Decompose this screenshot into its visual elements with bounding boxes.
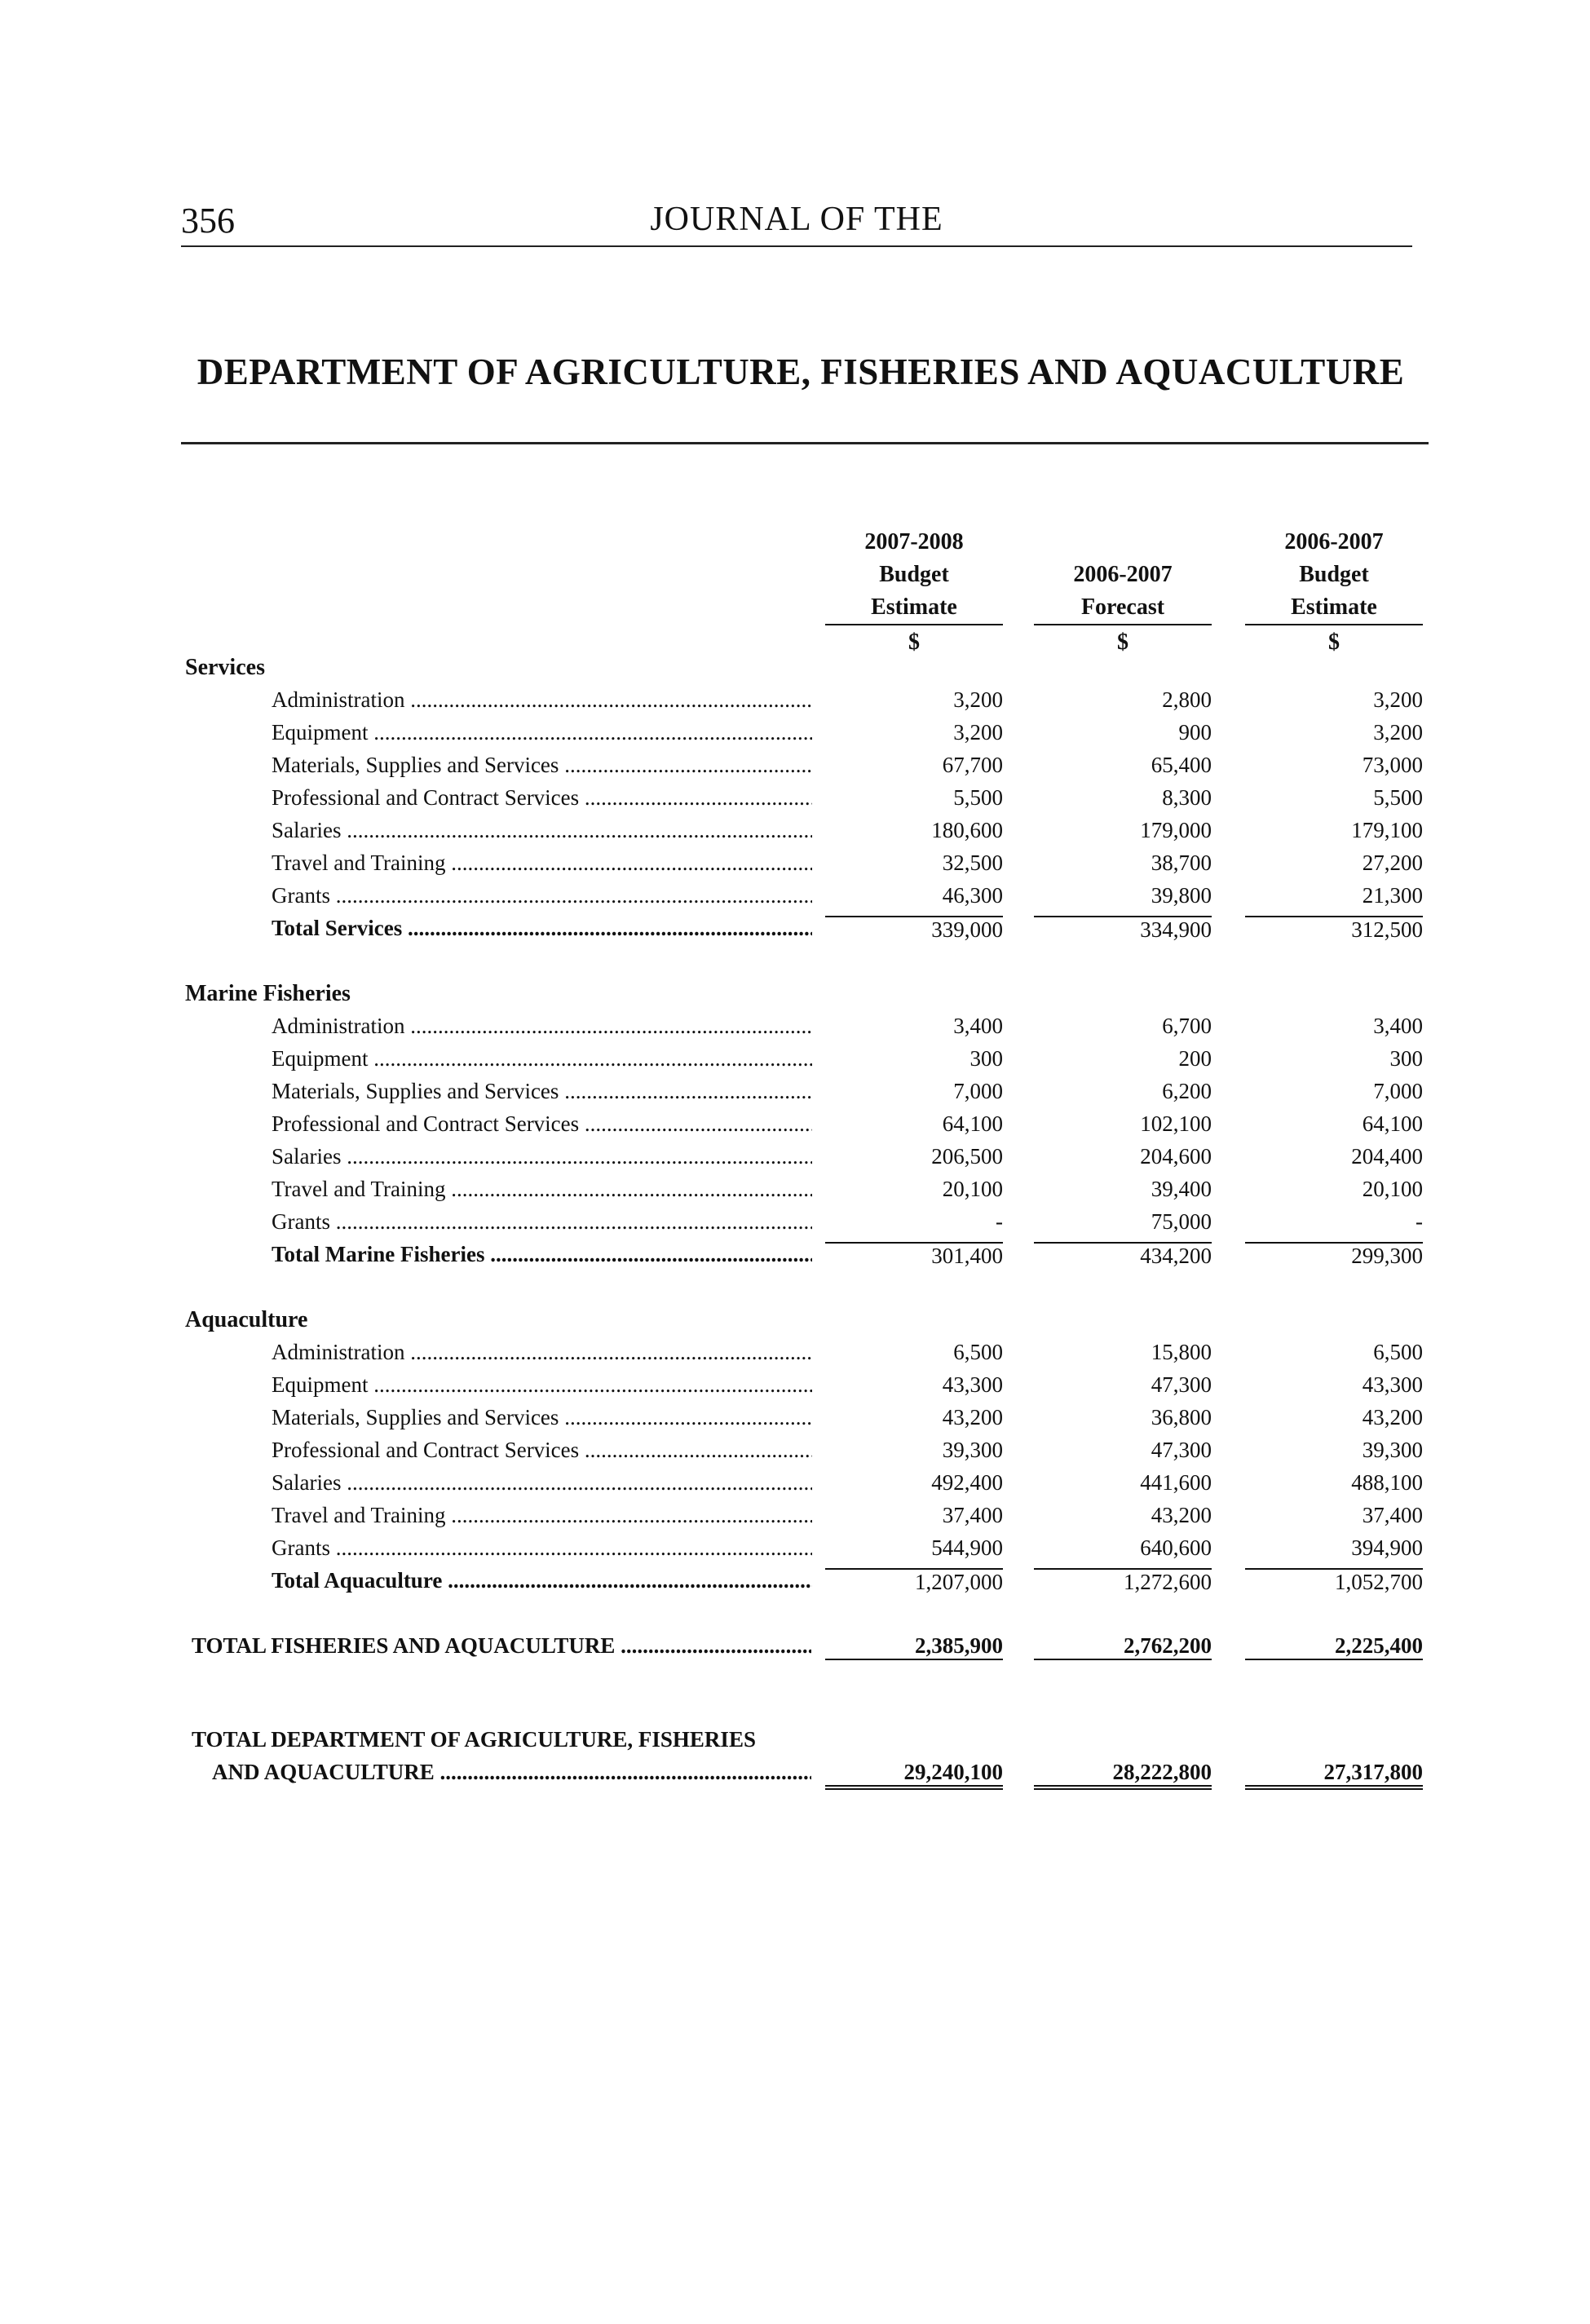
row-label: TOTAL FISHERIES AND AQUACULTURE ..... bbox=[192, 1633, 811, 1659]
row-label: Professional and Contract Services ..... bbox=[272, 1111, 812, 1137]
value-2006-2007-budget: 73,000 bbox=[1362, 753, 1423, 777]
value-2006-2007-forecast: 441,600 bbox=[1140, 1470, 1212, 1495]
table-row bbox=[0, 1144, 1590, 1177]
value-2006-2007-forecast: 6,700 bbox=[1162, 1014, 1212, 1038]
total-row-marine-fisheries bbox=[0, 1242, 1590, 1275]
value-2006-2007-budget: 3,200 bbox=[1373, 687, 1423, 712]
value-2007-2008-budget: 2,385,900 bbox=[825, 1633, 1003, 1660]
grand-total-row bbox=[0, 1760, 1590, 1792]
value-2006-2007-forecast: 204,600 bbox=[1140, 1144, 1212, 1169]
value-2006-2007-budget: 488,100 bbox=[1351, 1470, 1423, 1495]
value-2007-2008-budget: 6,500 bbox=[953, 1340, 1003, 1364]
column-heading-line: 2007-2008 bbox=[864, 529, 964, 554]
value-2006-2007-forecast: 900 bbox=[1178, 720, 1212, 744]
value-2006-2007-forecast: 15,800 bbox=[1151, 1340, 1212, 1364]
value-2006-2007-budget: 27,317,800 bbox=[1245, 1760, 1423, 1790]
value-2007-2008-budget: 3,400 bbox=[953, 1014, 1003, 1038]
value-2006-2007-forecast: 47,300 bbox=[1151, 1372, 1212, 1397]
row-label: Administration ..... bbox=[272, 1014, 812, 1039]
table-row bbox=[0, 1405, 1590, 1438]
row-label: Salaries ..... bbox=[272, 1144, 812, 1169]
value-2006-2007-forecast: 8,300 bbox=[1162, 785, 1212, 810]
table-row bbox=[0, 1470, 1590, 1503]
value-2007-2008-budget: 37,400 bbox=[942, 1503, 1003, 1527]
table-row bbox=[0, 720, 1590, 753]
table-row bbox=[0, 687, 1590, 720]
page-header bbox=[181, 200, 1412, 247]
row-label: Administration ..... bbox=[272, 687, 812, 713]
value-2007-2008-budget: 301,400 bbox=[825, 1242, 1003, 1269]
value-2006-2007-budget: 204,400 bbox=[1351, 1144, 1423, 1169]
value-2006-2007-forecast: 38,700 bbox=[1151, 851, 1212, 875]
grand-total-label-line1: TOTAL DEPARTMENT OF AGRICULTURE, FISHERIES bbox=[192, 1727, 756, 1752]
value-2007-2008-budget: - bbox=[996, 1209, 1003, 1234]
value-2006-2007-budget: 299,300 bbox=[1245, 1242, 1423, 1269]
value-2007-2008-budget: 3,200 bbox=[953, 720, 1003, 744]
value-2007-2008-budget: 1,207,000 bbox=[825, 1568, 1003, 1595]
value-2006-2007-forecast: 2,800 bbox=[1162, 687, 1212, 712]
table-row bbox=[0, 1111, 1590, 1144]
column-heading-budget-2007-2008 bbox=[825, 526, 1003, 660]
row-label: Administration ..... bbox=[272, 1340, 812, 1365]
column-unit: $ bbox=[1328, 630, 1340, 655]
value-2007-2008-budget: 43,300 bbox=[942, 1372, 1003, 1397]
value-2006-2007-budget: 21,300 bbox=[1362, 883, 1423, 908]
value-2007-2008-budget: 43,200 bbox=[942, 1405, 1003, 1429]
column-unit: $ bbox=[1117, 630, 1128, 655]
row-label: Professional and Contract Services ..... bbox=[272, 785, 812, 811]
table-row bbox=[0, 1340, 1590, 1372]
value-2006-2007-forecast: 39,800 bbox=[1151, 883, 1212, 908]
table-row bbox=[0, 1535, 1590, 1568]
value-2006-2007-forecast: 179,000 bbox=[1140, 818, 1212, 842]
table-row bbox=[0, 851, 1590, 883]
table-row bbox=[0, 818, 1590, 851]
value-2006-2007-forecast: 47,300 bbox=[1151, 1438, 1212, 1462]
value-2007-2008-budget: 29,240,100 bbox=[825, 1760, 1003, 1790]
column-heading-line: Estimate bbox=[825, 591, 1003, 625]
value-2006-2007-forecast: 65,400 bbox=[1151, 753, 1212, 777]
value-2007-2008-budget: 67,700 bbox=[942, 753, 1003, 777]
row-label: Equipment ..... bbox=[272, 720, 812, 745]
value-2006-2007-forecast: 640,600 bbox=[1140, 1535, 1212, 1560]
value-2007-2008-budget: 64,100 bbox=[942, 1111, 1003, 1136]
value-2006-2007-budget: 7,000 bbox=[1373, 1079, 1423, 1103]
column-heading-line: 2006-2007 bbox=[1284, 529, 1384, 554]
value-2007-2008-budget: 7,000 bbox=[953, 1079, 1003, 1103]
value-2006-2007-forecast: 1,272,600 bbox=[1034, 1568, 1212, 1595]
row-label: Total Marine Fisheries ..... bbox=[272, 1242, 812, 1267]
row-label: Travel and Training ..... bbox=[272, 1177, 812, 1202]
value-2006-2007-budget: 3,400 bbox=[1373, 1014, 1423, 1038]
value-2007-2008-budget: 32,500 bbox=[942, 851, 1003, 875]
value-2006-2007-budget: 43,200 bbox=[1362, 1405, 1423, 1429]
table-row bbox=[0, 1372, 1590, 1405]
column-heading-line: Budget bbox=[879, 562, 949, 587]
page-number: 356 bbox=[181, 201, 235, 241]
value-2006-2007-budget: 179,100 bbox=[1351, 818, 1423, 842]
total-row-services bbox=[0, 916, 1590, 948]
row-label: Travel and Training ..... bbox=[272, 1503, 812, 1528]
column-heading-line bbox=[1120, 529, 1126, 554]
row-label: Salaries ..... bbox=[272, 1470, 812, 1496]
row-label: Salaries ..... bbox=[272, 818, 812, 843]
value-2006-2007-forecast: 2,762,200 bbox=[1034, 1633, 1212, 1660]
row-label: Materials, Supplies and Services ..... bbox=[272, 1405, 812, 1430]
value-2007-2008-budget: 544,900 bbox=[931, 1535, 1003, 1560]
section-heading-marine-fisheries: Marine Fisheries bbox=[185, 981, 351, 1006]
value-2006-2007-budget: 394,900 bbox=[1351, 1535, 1423, 1560]
value-2006-2007-budget: 5,500 bbox=[1373, 785, 1423, 810]
column-unit: $ bbox=[908, 630, 920, 655]
value-2007-2008-budget: 206,500 bbox=[931, 1144, 1003, 1169]
column-heading-budget-2006-2007 bbox=[1245, 526, 1423, 660]
row-label: Total Aquaculture ..... bbox=[272, 1568, 812, 1593]
value-2006-2007-forecast: 43,200 bbox=[1151, 1503, 1212, 1527]
running-title: JOURNAL OF THE bbox=[650, 201, 943, 238]
row-label: Equipment ..... bbox=[272, 1046, 812, 1071]
value-2007-2008-budget: 5,500 bbox=[953, 785, 1003, 810]
value-2006-2007-budget: 6,500 bbox=[1373, 1340, 1423, 1364]
table-row bbox=[0, 1209, 1590, 1242]
value-2007-2008-budget: 300 bbox=[969, 1046, 1003, 1071]
value-2006-2007-budget: 312,500 bbox=[1245, 916, 1423, 943]
value-2006-2007-forecast: 6,200 bbox=[1162, 1079, 1212, 1103]
value-2006-2007-forecast: 334,900 bbox=[1034, 916, 1212, 943]
column-heading-line: Budget bbox=[1299, 562, 1369, 587]
row-label: Materials, Supplies and Services ..... bbox=[272, 1079, 812, 1104]
column-heading-line: Estimate bbox=[1245, 591, 1423, 625]
value-2006-2007-budget: 37,400 bbox=[1362, 1503, 1423, 1527]
row-label: AND AQUACULTURE ..... bbox=[212, 1760, 811, 1785]
value-2006-2007-budget: 64,100 bbox=[1362, 1111, 1423, 1136]
value-2006-2007-budget: 1,052,700 bbox=[1245, 1568, 1423, 1595]
row-label: Total Services ..... bbox=[272, 916, 812, 941]
value-2006-2007-forecast: 200 bbox=[1178, 1046, 1212, 1071]
title-rule bbox=[181, 442, 1429, 444]
section-heading-services: Services bbox=[185, 655, 265, 680]
value-2006-2007-budget: 43,300 bbox=[1362, 1372, 1423, 1397]
value-2007-2008-budget: 20,100 bbox=[942, 1177, 1003, 1201]
value-2007-2008-budget: 492,400 bbox=[931, 1470, 1003, 1495]
table-row bbox=[0, 1177, 1590, 1209]
row-label: Grants ..... bbox=[272, 1535, 812, 1561]
table-row bbox=[0, 1079, 1590, 1111]
value-2006-2007-budget: 27,200 bbox=[1362, 851, 1423, 875]
row-label: Materials, Supplies and Services ..... bbox=[272, 753, 812, 778]
row-label: Equipment ..... bbox=[272, 1372, 812, 1398]
value-2006-2007-forecast: 75,000 bbox=[1151, 1209, 1212, 1234]
value-2007-2008-budget: 339,000 bbox=[825, 916, 1003, 943]
column-heading-forecast-2006-2007 bbox=[1034, 526, 1212, 660]
table-row bbox=[0, 753, 1590, 785]
column-heading-line: 2006-2007 bbox=[1073, 562, 1173, 587]
value-2006-2007-forecast: 36,800 bbox=[1151, 1405, 1212, 1429]
page-title: DEPARTMENT OF AGRICULTURE, FISHERIES AND AQUACULTURE bbox=[197, 351, 1405, 392]
total-row-aquaculture bbox=[0, 1568, 1590, 1601]
value-2007-2008-budget: 180,600 bbox=[931, 818, 1003, 842]
row-label: Travel and Training ..... bbox=[272, 851, 812, 876]
table-row bbox=[0, 883, 1590, 916]
table-row bbox=[0, 1046, 1590, 1079]
value-2006-2007-forecast: 39,400 bbox=[1151, 1177, 1212, 1201]
section-heading-aquaculture: Aquaculture bbox=[185, 1307, 308, 1332]
value-2006-2007-budget: 39,300 bbox=[1362, 1438, 1423, 1462]
row-label: Professional and Contract Services ..... bbox=[272, 1438, 812, 1463]
row-label: Grants ..... bbox=[272, 883, 812, 908]
row-label: Grants ..... bbox=[272, 1209, 812, 1235]
table-row bbox=[0, 1438, 1590, 1470]
table-row bbox=[0, 1503, 1590, 1535]
value-2006-2007-budget: 20,100 bbox=[1362, 1177, 1423, 1201]
table-row bbox=[0, 1014, 1590, 1046]
value-2007-2008-budget: 46,300 bbox=[942, 883, 1003, 908]
value-2006-2007-forecast: 28,222,800 bbox=[1034, 1760, 1212, 1790]
table-row bbox=[0, 785, 1590, 818]
value-2007-2008-budget: 3,200 bbox=[953, 687, 1003, 712]
value-2006-2007-budget: 2,225,400 bbox=[1245, 1633, 1423, 1660]
column-heading-line: Forecast bbox=[1034, 591, 1212, 625]
total-fisheries-aquaculture-row bbox=[0, 1633, 1590, 1666]
value-2006-2007-budget: 300 bbox=[1389, 1046, 1423, 1071]
value-2006-2007-forecast: 434,200 bbox=[1034, 1242, 1212, 1269]
value-2007-2008-budget: 39,300 bbox=[942, 1438, 1003, 1462]
value-2006-2007-budget: 3,200 bbox=[1373, 720, 1423, 744]
value-2006-2007-forecast: 102,100 bbox=[1140, 1111, 1212, 1136]
value-2006-2007-budget: - bbox=[1416, 1209, 1423, 1234]
